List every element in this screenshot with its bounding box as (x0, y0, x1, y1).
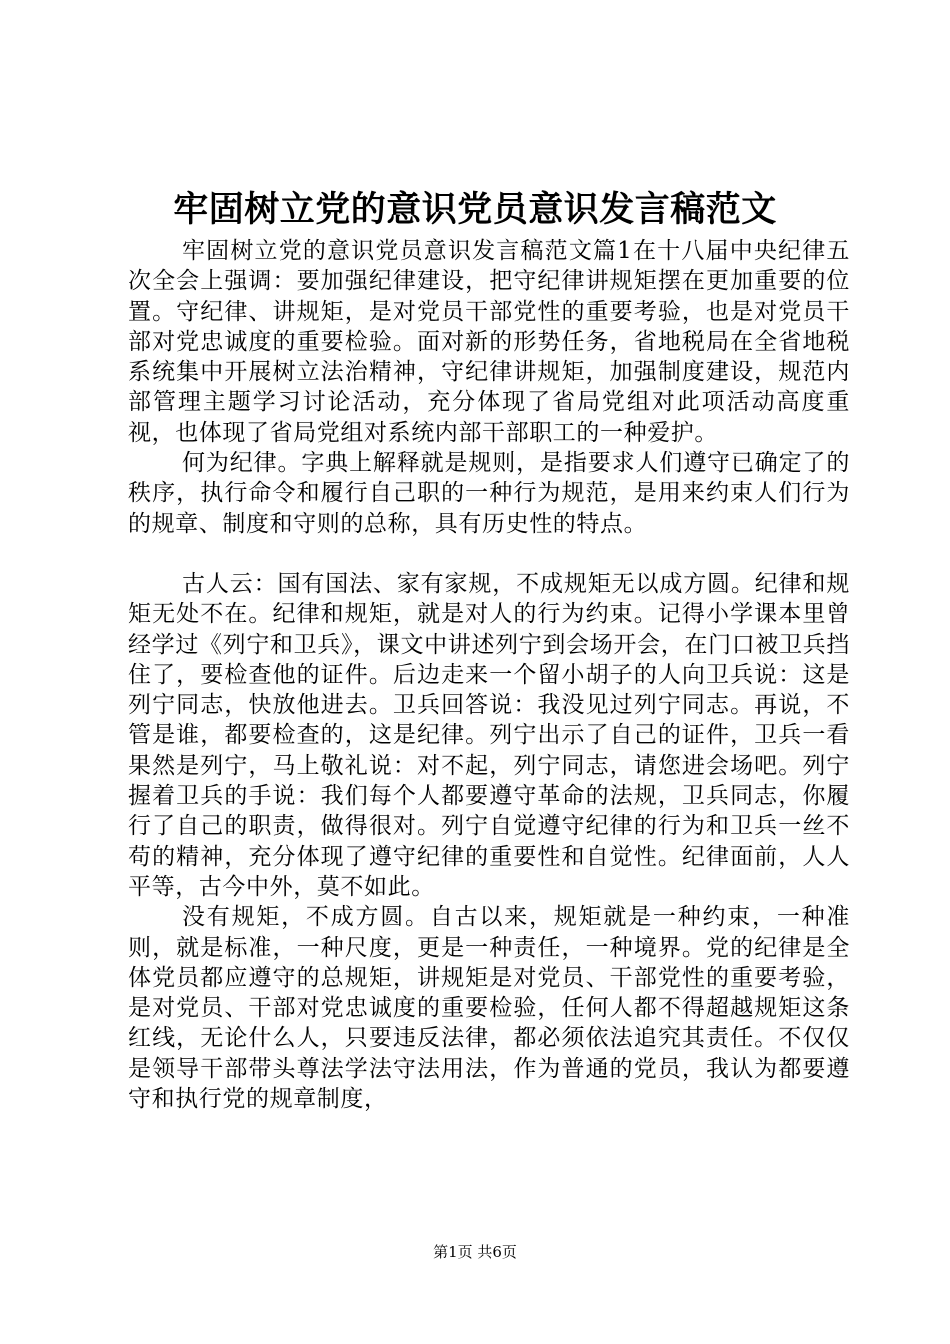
paragraph-4: 没有规矩，不成方圆。自古以来，规矩就是一种约束，一种准则，就是标准，一种尺度，更是一种责任，一种境界。党的纪律是全体党员都应遵守的总规矩，讲规矩是对党员、干部党性的重要考验，是对党员、干部对党忠诚度的重要检验，任何人都不得超越规矩这条红线，无论什么人，只要违反法律，都必须依法追究其责任。不仅仅是领导干部带头尊法学法守法用法，作为普通的党员，我认为都要遵守和执行党的规章制度， (128, 904, 850, 1113)
document-body (128, 236, 850, 1114)
page-footer: 第1页 共6页 (433, 1243, 517, 1261)
paragraph-3: 古人云：国有国法、家有家规，不成规矩无以成方圆。纪律和规矩无处不在。纪律和规矩，就是对人的行为约束。记得小学课本里曾经学过《列宁和卫兵》，课文中讲述列宁到会场开会，在门口被卫兵挡住了，要检查他的证件。后边走来一个留小胡子的人向卫兵说：这是列宁同志，快放他进去。卫兵回答说：我没见过列宁同志。再说，不管是谁，都要检查的，这是纪律。列宁出示了自己的证件，卫兵一看果然是列宁，马上敬礼说：对不起，列宁同志，请您进会场吧。列宁握着卫兵的手说：我们每个人都要遵守革命的法规，卫兵同志，你履行了自己的职责，做得很对。列宁自觉遵守纪律的行为和卫兵一丝不苟的精神，充分体现了遵守纪律的重要性和自觉性。纪律面前，人人平等，古今中外，莫不如此。 (128, 570, 850, 900)
paragraph-1: 牢固树立党的意识党员意识发言稿范文篇1在十八届中央纪律五次全会上强调：要加强纪律建设，把守纪律讲规矩摆在更加重要的位置。守纪律、讲规矩，是对党员干部党性的重要考验，也是对党员干部对党忠诚度的重要检验。面对新的形势任务，省地税局在全省地税系统集中开展树立法治精神，守纪律讲规矩，加强制度建设，规范内部管理主题学习讨论活动，充分体现了省局党组对此项活动高度重视，也体现了省局党组对系统内部干部职工的一种爱护。 (128, 238, 850, 446)
document-title: 牢固树立党的意识党员意识发言稿范文 (173, 189, 777, 230)
paragraph-spacer (128, 539, 850, 569)
paragraph-2: 何为纪律。字典上解释就是规则，是指要求人们遵守已确定了的秩序，执行命令和履行自己职的一种行为规范，是用来约束人们行为的规章、制度和守则的总称，具有历史性的特点。 (128, 450, 850, 537)
